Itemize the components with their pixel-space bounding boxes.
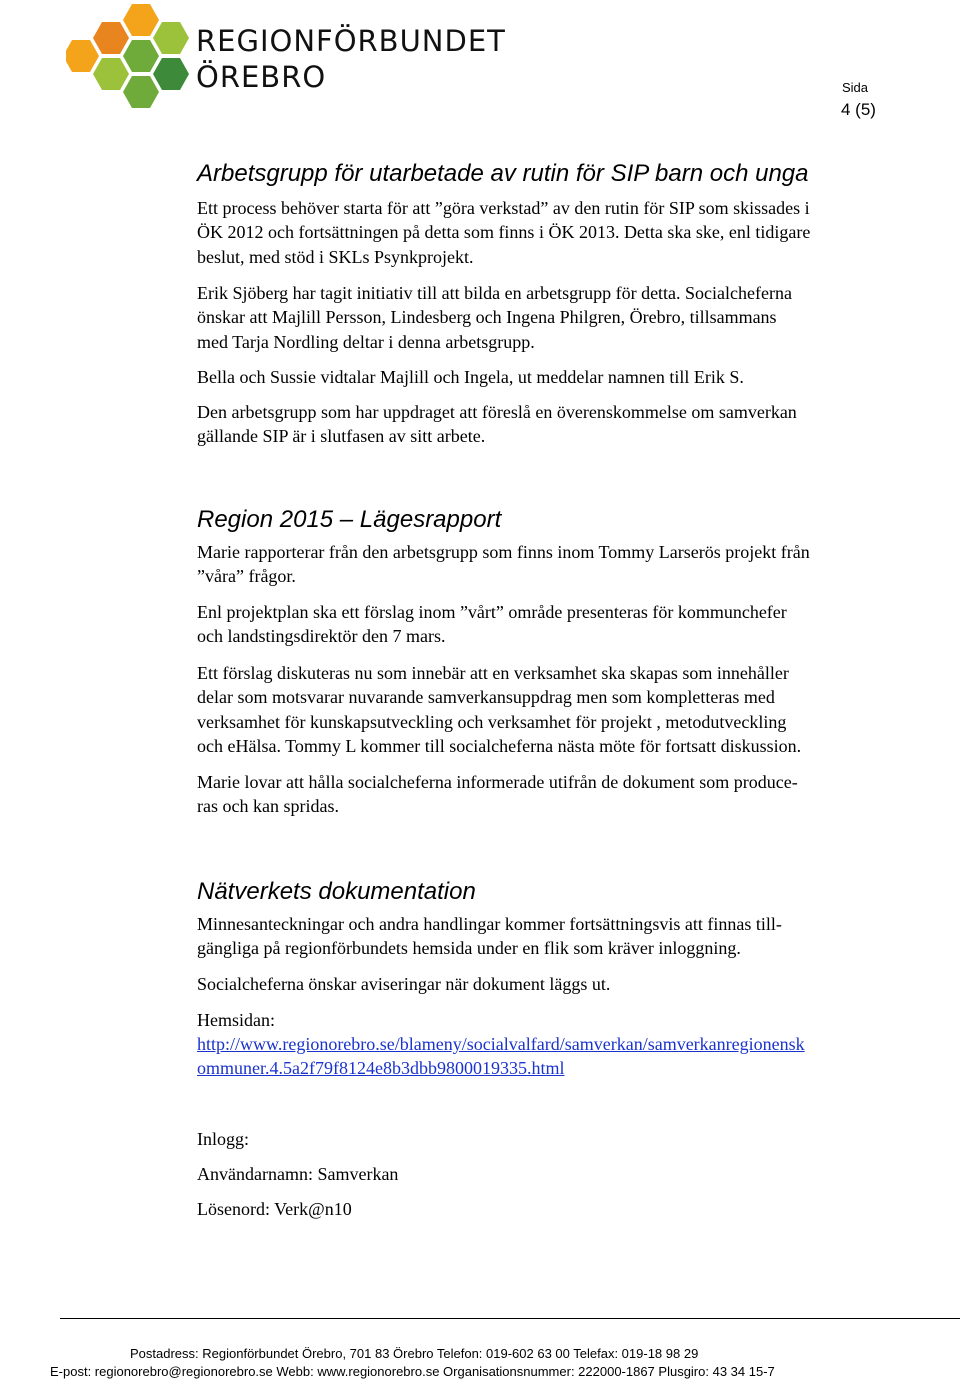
section-heading-sip: Arbetsgrupp för utarbetade av rutin för SIP barn och unga [197, 160, 809, 187]
text-line: Den arbetsgrupp som har uppdraget att föreslå en överenskommelse om samverkan [197, 402, 797, 422]
text-line: ”våra” frågor. [197, 566, 296, 587]
text-line: delar som motsvarar nuvarande samverkansuppdrag men som kompletteras med [197, 687, 775, 708]
text-line: och eHälsa. Tommy L kommer till socialcheferna nästa möte för fortsatt diskussion. [197, 736, 802, 757]
footer-divider [60, 1318, 960, 1319]
section-heading-documentation: Nätverkets dokumentation [197, 878, 476, 905]
text-line: Enl projektplan ska ett förslag inom ”vårt” område presenteras för kommunchefer [197, 602, 787, 622]
login-label: Inlogg: [197, 1129, 249, 1149]
website-link-continued[interactable]: ommuner.4.5a2f79f8124e8b3dbb9800019335.html [197, 1058, 565, 1079]
text-line: verksamhet för kunskapsutveckling och verksamhet för projekt , metodutveckling [197, 711, 787, 732]
text-line: gängliga på regionförbundets hemsida under en flik som kräver inloggning. [197, 938, 741, 959]
logo-hex [153, 58, 189, 90]
page-number: 4 (5) [841, 100, 876, 119]
text-line: ÖK 2012 och fortsättningen på detta som finns i ÖK 2013. Detta ska ske, enl tidigare [197, 222, 811, 243]
text-line: önskar att Majlill Persson, Lindesberg och Ingena Philgren, Örebro, tillsammans [197, 307, 777, 328]
website-link-block [197, 1032, 933, 1081]
org-name-line1: REGIONFÖRBUNDET [196, 24, 506, 58]
paragraph [197, 1162, 933, 1186]
logo-hex [93, 58, 129, 90]
text-line: Ett process behöver starta för att ”göra verkstad” av den rutin för SIP som skissades i [197, 198, 810, 218]
paragraph [197, 1127, 933, 1151]
paragraph [197, 600, 933, 649]
website-label: Hemsidan: [197, 1010, 275, 1030]
username-line: Användarnamn: Samverkan [197, 1164, 399, 1184]
footer-contact: E-post: regionorebro@regionorebro.se Webb: www.regionorebro.se Organisationsnummer: 222000-1867 Plusgiro: 43 34 15-7 [50, 1364, 775, 1379]
paragraph [197, 365, 933, 389]
paragraph [197, 972, 933, 996]
logo-hex [123, 76, 159, 108]
text-line: beslut, med stöd i SKLs Psynkprojekt. [197, 246, 474, 267]
text-line: Marie rapporterar från den arbetsgrupp som finns inom Tommy Larserös projekt från [197, 542, 810, 562]
footer-address: Postadress: Regionförbundet Örebro, 701 83 Örebro Telefon: 019-602 63 00 Telefax: 019-18 98 29 [130, 1346, 699, 1361]
text-line: med Tarja Nordling deltar i denna arbetsgrupp. [197, 331, 535, 352]
section-heading-region-2015: Region 2015 – Lägesrapport [197, 506, 502, 533]
paragraph [197, 1197, 933, 1221]
page-label: Sida [842, 80, 869, 95]
text-line: gällande SIP är i slutfasen av sitt arbete. [197, 426, 486, 447]
text-line: Marie lovar att hålla socialcheferna informerade utifrån de dokument som produce- [197, 772, 798, 792]
text-line: Erik Sjöberg har tagit initiativ till att bilda en arbetsgrupp för detta. Socialcheferna [197, 283, 792, 303]
logo-hex [66, 40, 99, 72]
paragraph [197, 661, 933, 759]
logo-hex [123, 4, 159, 36]
text-line: Bella och Sussie vidtalar Majlill och Ingela, ut meddelar namnen till Erik S. [197, 367, 744, 387]
logo-hex [93, 22, 129, 54]
password-line: Lösenord: Verk@n10 [197, 1199, 352, 1219]
org-name-line2: ÖREBRO [196, 60, 327, 94]
paragraph [197, 400, 933, 449]
text-line: Minnesanteckningar och andra handlingar kommer fortsättningsvis att finnas till- [197, 914, 782, 934]
paragraph [197, 770, 933, 819]
paragraph [197, 912, 933, 961]
paragraph [197, 1008, 933, 1032]
text-line: ras och kan spridas. [197, 796, 339, 817]
logo-hex [123, 40, 159, 72]
text-line: och landstingsdirektör den 7 mars. [197, 626, 446, 647]
paragraph [197, 540, 933, 589]
website-link[interactable]: http://www.regionorebro.se/blameny/socialvalfard/samverkan/samverkanregionensk [197, 1034, 805, 1054]
logo-hex [153, 22, 189, 54]
text-line: Ett förslag diskuteras nu som innebär att en verksamhet ska skapas som innehåller [197, 663, 789, 683]
paragraph [197, 281, 933, 354]
paragraph [197, 196, 933, 269]
regionforbundet-logo [66, 0, 196, 112]
text-line: Socialcheferna önskar aviseringar när dokument läggs ut. [197, 974, 611, 994]
